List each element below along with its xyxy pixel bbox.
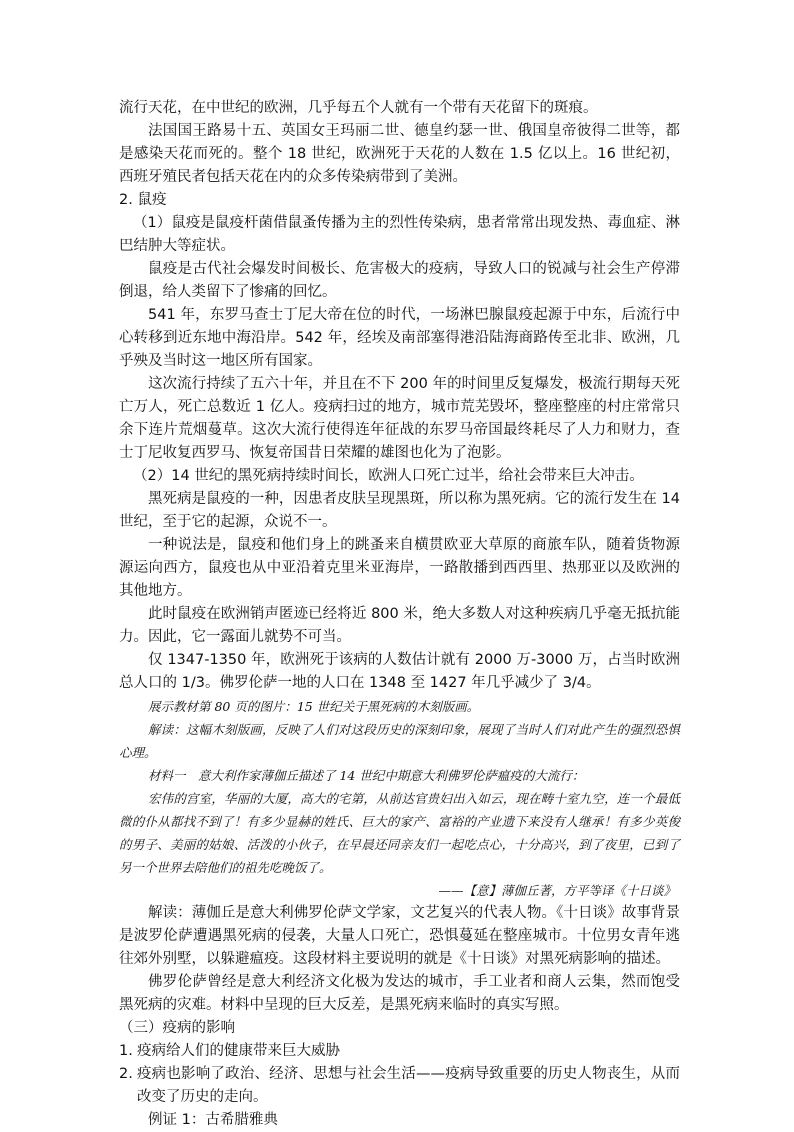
paragraph-smallpox-deaths: 法国国王路易十五、英国女王玛丽二世、德皇约瑟一世、俄国皇帝彼得二世等，都是感染天花而死的。整个 18 世纪，欧洲死于天花的人数在 1.5 亿以上。16 世纪初，西班牙殖民者包括天花在内的众多传染病带到了美洲。 [119, 123, 680, 185]
paragraph-material-one: 材料一 意大利作家薄伽丘描述了 14 世纪中期意大利佛罗伦萨瘟疫的大流行： [148, 768, 585, 783]
heading-impact: （三）疫病的影响 [119, 1020, 235, 1036]
paragraph-plague-harm: 鼠疫是古代社会爆发时间极长、危害极大的疫病，导致人口的锐减与社会生产停滞倒退，给人类留下了惨痛的回忆。 [119, 261, 680, 300]
list-item-text: 疫病也影响了政治、经济、思想与社会生活——疫病导致重要的历史人物丧生，从而改变了历史的走向。 [137, 1066, 680, 1105]
list-item-number: 2. [119, 1066, 133, 1082]
document-body [119, 97, 680, 1132]
quote-citation: ——【意】薄伽丘著，方平等译《十日谈》 [438, 883, 676, 898]
paragraph-black-death-spread: 此时鼠疫在欧洲销声匿迹已经将近 800 米，绝大多数人对这种疾病几乎毫无抵抗能力。因此，它一露面儿就势不可当。 [119, 606, 680, 645]
paragraph-woodcut-interpretation: 解读：这幅木刻版画，反映了人们对这段历史的深刻印象，展现了当时人们对此产生的强烈恐惧心理。 [119, 722, 680, 760]
paragraph-black-death-toll: 仅 1347-1350 年，欧洲死于该病的人数估计就有 2000 万-3000 万，占当时欧洲总人口的 1/3。佛罗伦萨一地的人口在 1348 至 1427 年几乎减少了 3/4。 [119, 652, 680, 691]
paragraph-florence: 佛罗伦萨曾经是意大利经济文化极为发达的城市，手工业者和商人云集，然而饱受黑死病的灾难。材料中呈现的巨大反差，是黑死病来临时的真实写照。 [119, 974, 680, 1013]
paragraph-black-death-origin: 一种说法是，鼠疫和他们身上的跳蚤来自横贯欧亚大草原的商旅车队，随着货物源源运向西方，鼠疫也从中亚沿着克里米亚海岸，一路散播到西西里、热那亚以及欧洲的其他地方。 [119, 537, 680, 599]
paragraph-plague-definition: （1）鼠疫是鼠疫杆菌借鼠蚤传播为主的烈性传染病，患者常常出现发热、毒血症、淋巴结肿大等症状。 [119, 215, 680, 254]
paragraph-justinian-plague: 541 年，东罗马查士丁尼大帝在位的时代，一场淋巴腺鼠疫起源于中东，后流行中心转移到近东地中海沿岸。542 年，经埃及南部塞得港沿陆海商路传至北非、欧洲，几乎殃及当时这一地区所有国家。 [119, 307, 680, 369]
list-item-text: 疫病给人们的健康带来巨大威胁 [137, 1043, 340, 1059]
list-item [119, 1063, 680, 1109]
paragraph-decameron-interpretation: 解读：薄伽丘是意大利佛罗伦萨文学家，文艺复兴的代表人物。《十日谈》故事背景是波罗伦萨遭遇黑死病的侵袭，大量人口死亡，恐惧蔓延在整座城市。十位男女青年逃往郊外别墅，以躲避瘟疫。这段材料主要说明的就是《十日谈》对黑死病影响的描述。 [119, 905, 680, 967]
paragraph-black-death-definition: 黑死病是鼠疫的一种，因患者皮肤呈现黑斑，所以称为黑死病。它的流行发生在 14 世纪，至于它的起源，众说不一。 [119, 491, 680, 530]
list-item-number: 1. [119, 1043, 133, 1059]
heading-plague: 2. 鼠疫 [119, 192, 167, 208]
example-heading: 例证 1：古希腊雅典 [148, 1112, 278, 1128]
paragraph-textbook-image: 展示教材第 80 页的图片：15 世纪关于黑死病的木刻版画。 [148, 699, 480, 714]
paragraph-plague-duration: 这次流行持续了五六十年，并且在不下 200 年的时间里反复爆发，极流行期每天死亡万人，死亡总数近 1 亿人。疫病扫过的地方，城市荒芜毁坏，整座整座的村庄常常只余下连片荒烟蔓草。这次大流行使得连年征战的东罗马帝国最终耗尽了人力和财力，查士丁尼收复西罗马、恢复帝国昔日荣耀的雄图也化为了泡影。 [119, 376, 680, 461]
paragraph-decameron-quote: 宏伟的宫室，华丽的大厦，高大的宅第，从前达官贵妇出入如云，现在畴十室九空，连一个最低微的仆从都找不到了！有多少显赫的姓氏、巨大的家产、富裕的产业遗下来没有人继承！有多少英俊的男子、美丽的姑娘、活泼的小伙子，在早晨还同亲友们一起吃点心，十分高兴，到了夜里，已到了另一个世界去陪他们的祖先吃晚饭了。 [119, 791, 680, 875]
paragraph-smallpox-intro: 流行天花，在中世纪的欧洲，几乎每五个人就有一个带有天花留下的斑痕。 [119, 100, 598, 116]
paragraph-black-death-title: （2）14 世纪的黑死病持续时间长，欧洲人口死亡过半，给社会带来巨大冲击。 [133, 468, 644, 484]
list-item [119, 1040, 680, 1063]
